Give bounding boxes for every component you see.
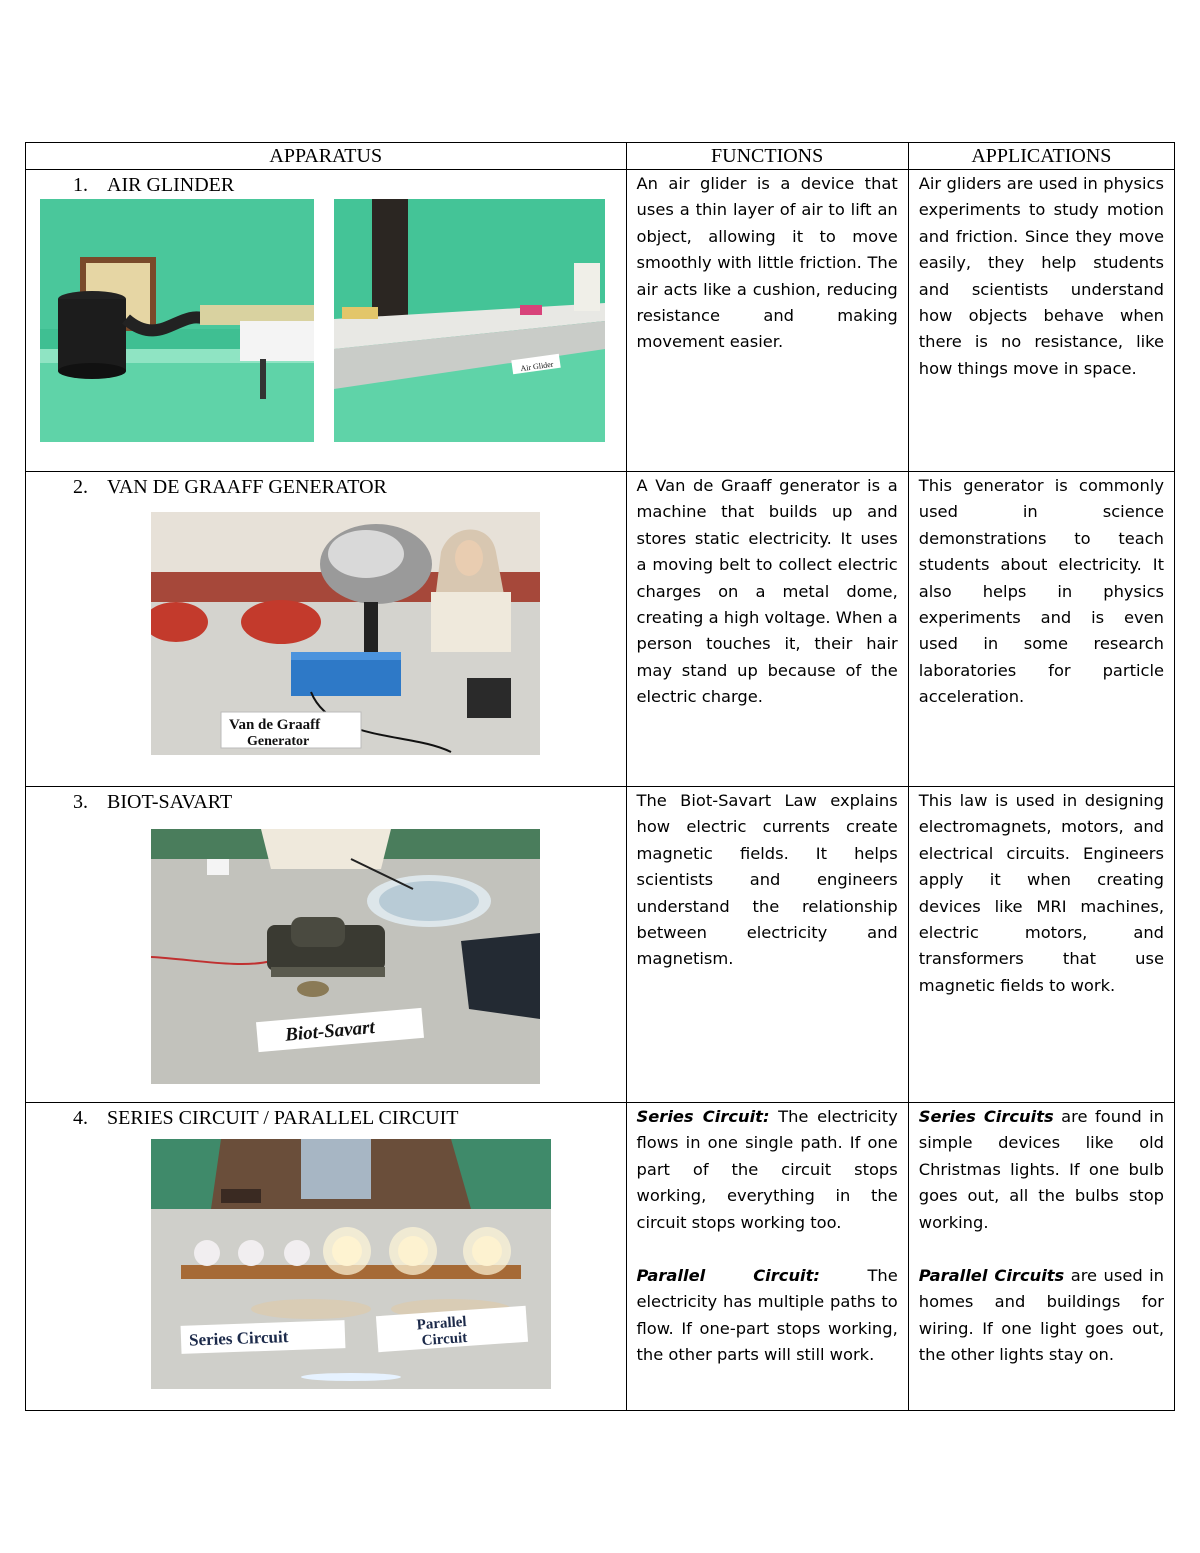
van-de-graaff-photo — [151, 512, 540, 755]
apparatus-cell — [26, 1103, 627, 1411]
series-circuits-label: Series Circuits — [918, 1107, 1054, 1126]
air-glider-photo-right — [334, 199, 605, 442]
header-apparatus: APPARATUS — [26, 143, 627, 170]
parallel-photo-label-2: Circuit — [421, 1329, 468, 1350]
parallel-photo-label-1: Parallel — [416, 1313, 468, 1334]
van-de-graaff-photo-label-1: Van de Graaff — [229, 717, 321, 733]
table-row — [26, 472, 1175, 787]
function-text: A Van de Graaff generator is a machine that builds up and stores static electricity. It uses a moving belt to collect electric charges on a metal dome, creating a high voltage. When a person touches it, their hair may stand up because of the electric charge. — [636, 476, 898, 707]
biot-savart-photo-label: Biot-Savart — [284, 1017, 376, 1046]
apparatus-title: 4. SERIES CIRCUIT / PARALLEL CIRCUIT — [73, 1107, 459, 1129]
application-series-text: Series Circuits are found in simple devices like old Christmas lights. If one bulb goes out, all the bulbs stop working. — [918, 1107, 1164, 1232]
parallel-circuit-label: Parallel Circuit: — [636, 1266, 820, 1286]
table-row — [26, 170, 1175, 472]
parallel-circuits-label: Parallel Circuits — [918, 1266, 1065, 1286]
function-cell — [626, 787, 908, 1103]
series-parallel-photo — [151, 1139, 551, 1389]
apparatus-table — [25, 142, 1175, 1411]
application-text: This generator is commonly used in science demonstrations to teach students about electricity. It also helps in physics experiments and is even used in some research laboratories for particle acceleration. — [918, 476, 1164, 707]
apparatus-cell — [26, 170, 627, 472]
header-row — [26, 143, 1175, 170]
function-parallel-text: Parallel Circuit: The electricity has multiple paths to flow. If one-part stops working, the other parts will still work. — [636, 1266, 898, 1365]
van-de-graaff-photo-label-2: Generator — [247, 734, 310, 749]
series-circuit-label: Series Circuit: — [636, 1107, 770, 1126]
application-cell — [908, 170, 1174, 472]
apparatus-title: 1. AIR GLINDER — [73, 174, 235, 196]
air-glider-photo-left — [40, 199, 314, 442]
apparatus-title: 2. VAN DE GRAAFF GENERATOR — [73, 476, 387, 498]
function-cell — [626, 170, 908, 472]
table-row — [26, 1103, 1175, 1411]
function-cell — [626, 1103, 908, 1411]
header-applications: APPLICATIONS — [908, 143, 1174, 170]
biot-savart-photo — [151, 829, 540, 1084]
apparatus-cell — [26, 787, 627, 1103]
application-cell — [908, 472, 1174, 787]
air-glider-photo-label: Air Glider — [519, 359, 554, 374]
header-functions: FUNCTIONS — [626, 143, 908, 170]
function-text: The Biot-Savart Law explains how electric currents create magnetic fields. It helps scientists and engineers understand the relationship between electricity and magnetism. — [636, 791, 898, 969]
function-cell — [626, 472, 908, 787]
function-text: An air glider is a device that uses a thin layer of air to lift an object, allowing it to move smoothly with little friction. The air acts like a cushion, reducing resistance and making movement easier. — [636, 174, 898, 352]
application-cell — [908, 787, 1174, 1103]
application-parallel-text: Parallel Circuits are used in homes and buildings for wiring. If one light goes out, the other lights stay on. — [918, 1266, 1164, 1365]
apparatus-cell — [26, 472, 627, 787]
apparatus-title: 3. BIOT-SAVART — [73, 791, 233, 813]
application-text: Air gliders are used in physics experiments to study motion and friction. Since they move easily, they help students and scientists understand how objects behave when there is no resistance, like how things move in space. — [918, 174, 1164, 378]
table-row — [26, 787, 1175, 1103]
application-cell — [908, 1103, 1174, 1411]
application-text: This law is used in designing electromagnets, motors, and electrical circuits. Engineers apply it when creating devices like MRI machines, electric motors, and transformers that use magnetic fields to work. — [918, 791, 1164, 995]
series-photo-label: Series Circuit — [188, 1327, 289, 1350]
function-series-text: Series Circuit: The electricity flows in one single path. If one part of the circuit stops working, everything in the circuit stops working too. — [636, 1107, 898, 1232]
